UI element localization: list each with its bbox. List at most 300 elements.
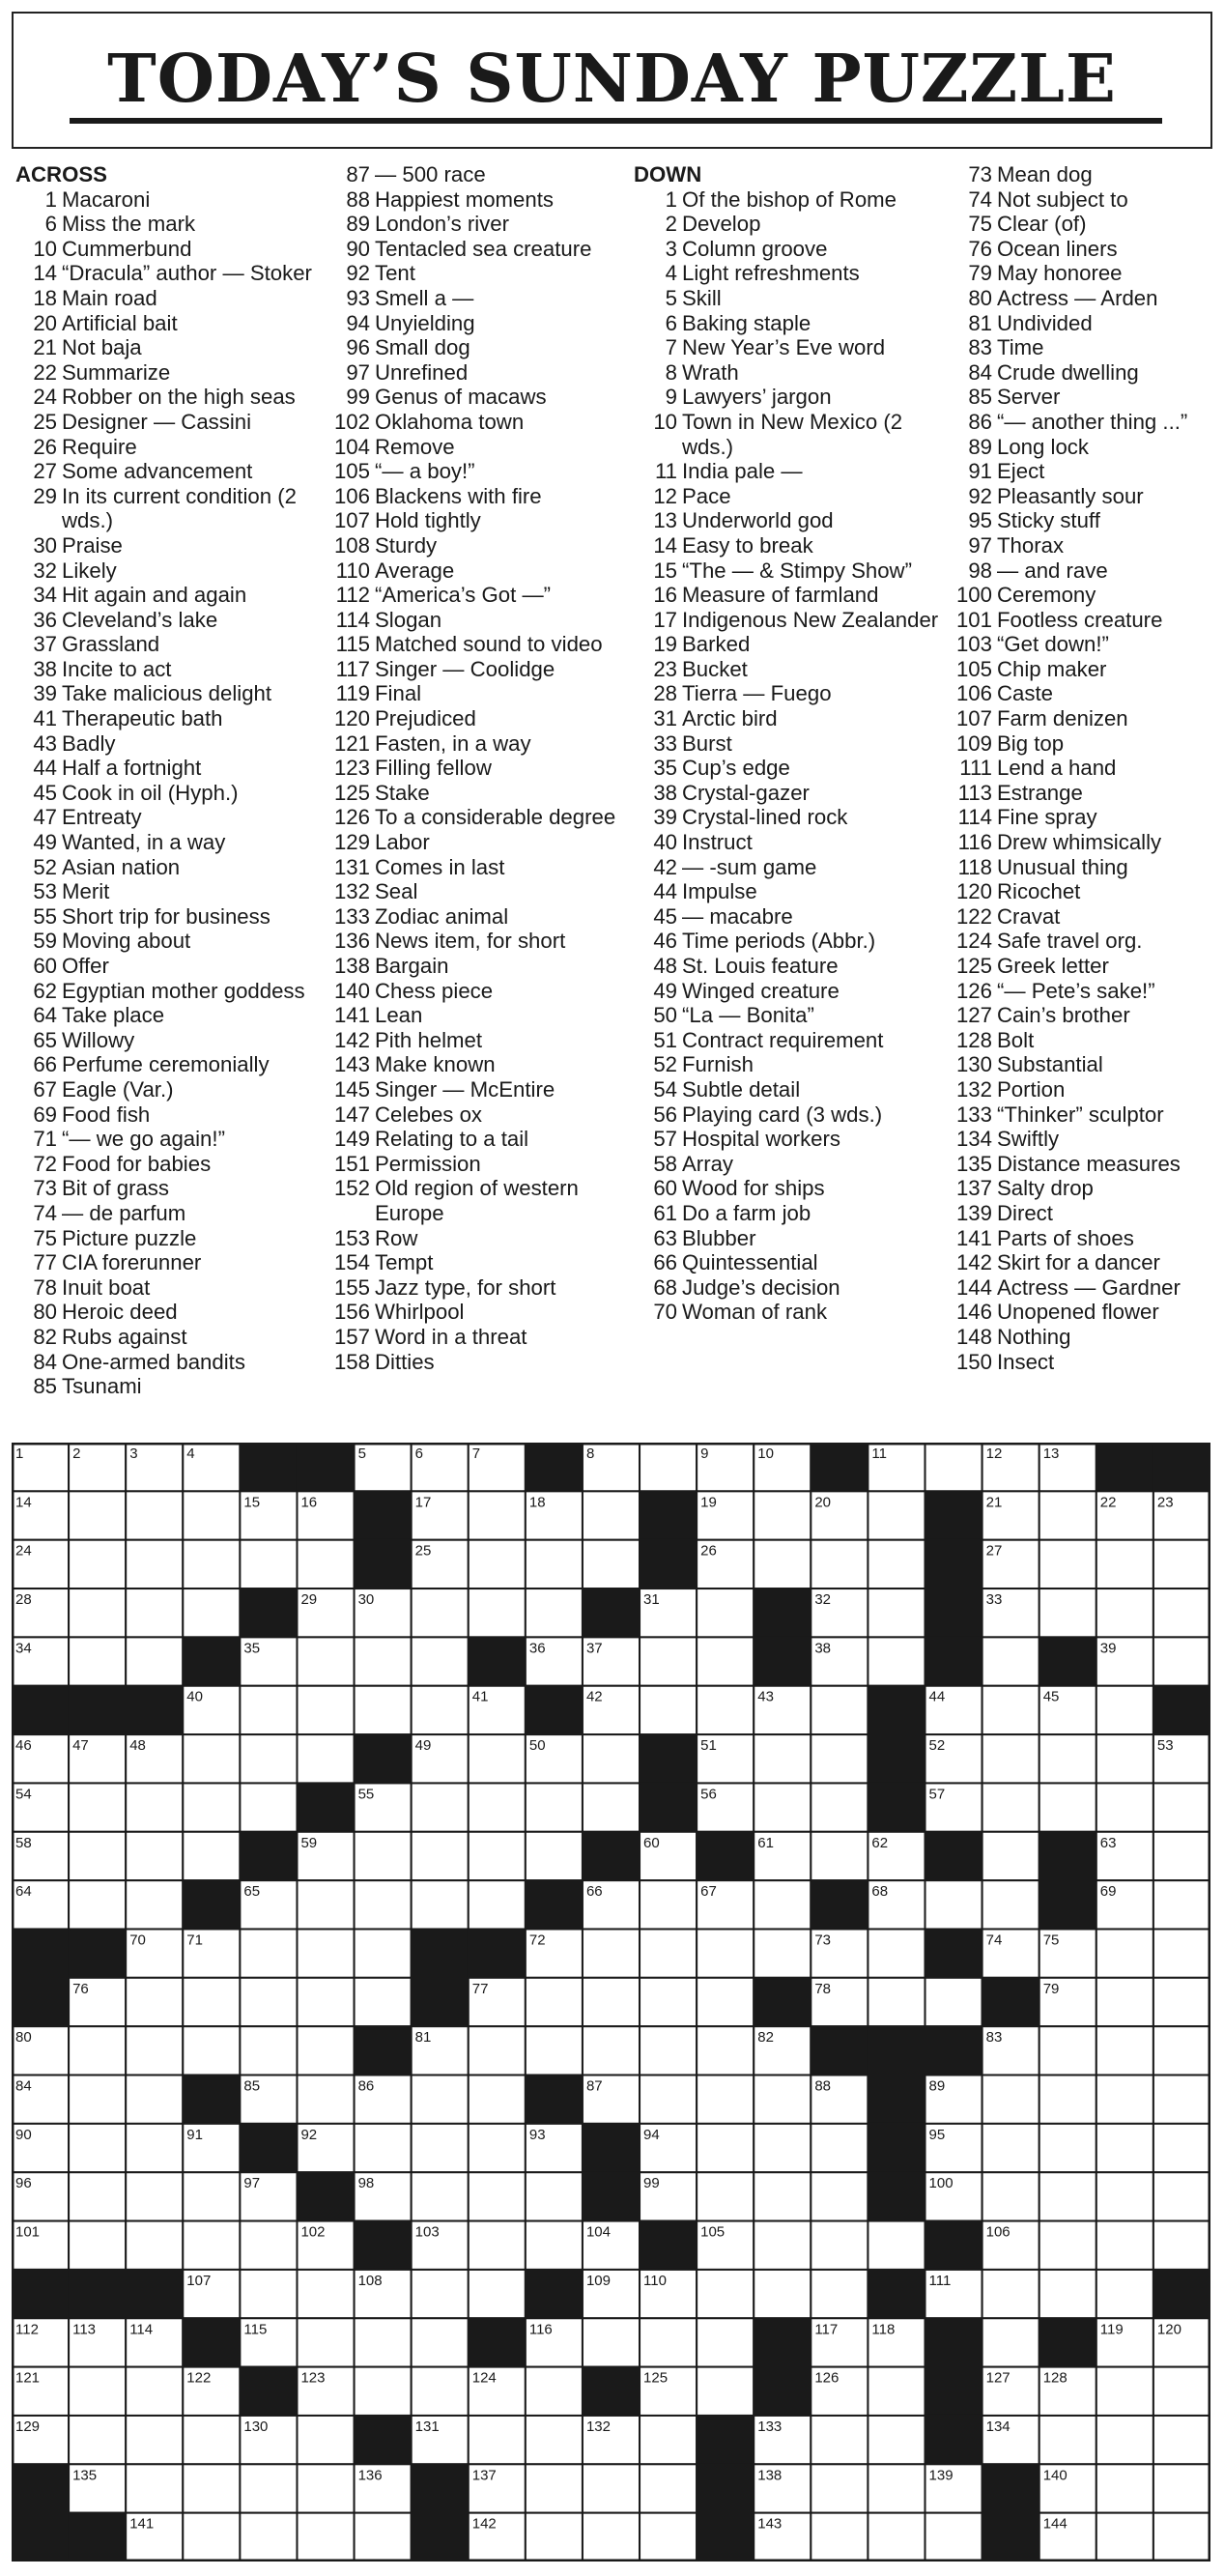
grid-cell[interactable] xyxy=(925,1978,982,2026)
grid-cell[interactable] xyxy=(412,2124,469,2172)
grid-cell[interactable] xyxy=(754,1929,811,1977)
clue-text: “The — & Stimpy Show” xyxy=(682,558,912,583)
clue-item xyxy=(939,657,1221,682)
grid-cell[interactable] xyxy=(640,1443,697,1491)
clue-item xyxy=(939,261,1221,286)
grid-cell[interactable] xyxy=(1039,2416,1096,2464)
grid-cell[interactable] xyxy=(1039,2075,1096,2124)
clue-text: Footless creature xyxy=(997,607,1163,632)
grid-cell[interactable] xyxy=(811,1783,868,1831)
grid-cell[interactable] xyxy=(982,1686,1039,1734)
grid-cell[interactable] xyxy=(412,2270,469,2318)
grid-cell[interactable] xyxy=(469,1589,526,1637)
grid-cell[interactable] xyxy=(526,2221,583,2270)
grid-cell[interactable] xyxy=(640,1880,697,1929)
clue-item xyxy=(325,954,632,979)
grid-cell[interactable] xyxy=(355,1637,412,1685)
grid-cell[interactable] xyxy=(240,2513,297,2562)
cell-number: 92 xyxy=(300,2126,318,2143)
grid-cell[interactable] xyxy=(1096,1734,1153,1783)
grid-cell[interactable] xyxy=(183,2416,240,2464)
grid-cell[interactable] xyxy=(640,1978,697,2026)
grid-cell[interactable] xyxy=(1096,1978,1153,2026)
grid-cell[interactable] xyxy=(412,2367,469,2416)
grid-cell[interactable] xyxy=(412,1686,469,1734)
grid-cell[interactable] xyxy=(982,1637,1039,1685)
grid-cell[interactable] xyxy=(754,1734,811,1783)
cell-number: 49 xyxy=(414,1737,432,1755)
grid-cell[interactable] xyxy=(1153,1783,1210,1831)
grid-cell[interactable] xyxy=(469,2124,526,2172)
grid-cell[interactable] xyxy=(583,1491,640,1539)
grid-cell[interactable] xyxy=(297,1734,354,1783)
grid-cell[interactable] xyxy=(811,1734,868,1783)
grid-cell[interactable] xyxy=(240,1540,297,1589)
grid-cell[interactable] xyxy=(697,1589,754,1637)
grid-cell[interactable] xyxy=(925,1443,982,1491)
grid-cell[interactable] xyxy=(868,1978,925,2026)
grid-cell[interactable] xyxy=(868,2367,925,2416)
grid-cell[interactable] xyxy=(1153,1929,1210,1977)
grid-cell[interactable] xyxy=(754,2124,811,2172)
grid-cell[interactable] xyxy=(697,2026,754,2075)
grid-cell[interactable] xyxy=(126,2221,183,2270)
grid-cell[interactable] xyxy=(868,1491,925,1539)
grid-cell[interactable] xyxy=(1096,2075,1153,2124)
grid-cell[interactable] xyxy=(297,1880,354,1929)
grid-cell[interactable] xyxy=(754,2270,811,2318)
grid-cell[interactable] xyxy=(469,1880,526,1929)
grid-cell[interactable] xyxy=(982,1880,1039,1929)
grid-cell[interactable] xyxy=(1096,1540,1153,1589)
grid-cell[interactable] xyxy=(811,1686,868,1734)
cell-number: 77 xyxy=(471,1980,489,1997)
grid-cell[interactable] xyxy=(126,1832,183,1880)
grid-cell[interactable] xyxy=(69,2416,126,2464)
grid-cell[interactable] xyxy=(1096,1929,1153,1977)
grid-cell[interactable] xyxy=(69,2075,126,2124)
grid-cell[interactable] xyxy=(1096,2367,1153,2416)
black-square xyxy=(925,2416,982,2464)
grid-cell[interactable] xyxy=(811,2513,868,2562)
grid-cell[interactable] xyxy=(69,1491,126,1539)
grid-cell[interactable] xyxy=(526,1540,583,1589)
grid-cell[interactable] xyxy=(297,1978,354,2026)
grid-cell[interactable] xyxy=(69,2026,126,2075)
grid-cell[interactable] xyxy=(754,1540,811,1589)
grid-cell[interactable] xyxy=(1153,2172,1210,2220)
grid-cell[interactable] xyxy=(240,1734,297,1783)
grid-cell[interactable] xyxy=(526,2416,583,2464)
grid-cell[interactable] xyxy=(640,2075,697,2124)
clue-number: 138 xyxy=(333,954,370,978)
grid-cell[interactable] xyxy=(126,2172,183,2220)
clue-text: Make known xyxy=(375,1052,496,1077)
grid-cell[interactable] xyxy=(297,1929,354,1977)
grid-cell[interactable] xyxy=(754,2221,811,2270)
grid-cell[interactable] xyxy=(640,2416,697,2464)
grid-cell[interactable] xyxy=(126,1783,183,1831)
grid-cell[interactable] xyxy=(1153,2124,1210,2172)
grid-cell[interactable] xyxy=(697,2124,754,2172)
grid-cell[interactable] xyxy=(583,2318,640,2366)
clue-number: 153 xyxy=(333,1225,370,1250)
grid-cell[interactable] xyxy=(412,1880,469,1929)
grid-cell[interactable] xyxy=(868,2416,925,2464)
clue-text: Tentacled sea creature xyxy=(375,236,592,261)
grid-cell[interactable] xyxy=(183,2464,240,2512)
grid-cell[interactable] xyxy=(526,2026,583,2075)
clue-item xyxy=(325,904,632,930)
grid-cell[interactable] xyxy=(69,2124,126,2172)
grid-cell[interactable] xyxy=(1096,1783,1153,1831)
grid-cell[interactable] xyxy=(1039,2124,1096,2172)
grid-cell[interactable] xyxy=(868,2464,925,2512)
grid-cell[interactable] xyxy=(1153,2416,1210,2464)
grid-cell[interactable] xyxy=(469,1734,526,1783)
grid-cell[interactable] xyxy=(355,1832,412,1880)
grid-cell[interactable] xyxy=(640,1637,697,1685)
grid-cell[interactable] xyxy=(1096,1686,1153,1734)
grid-cell[interactable] xyxy=(469,2172,526,2220)
grid-cell[interactable] xyxy=(297,2464,354,2512)
grid-cell[interactable] xyxy=(126,1540,183,1589)
clue-item xyxy=(325,385,632,410)
grid-cell[interactable] xyxy=(240,1929,297,1977)
grid-cell[interactable] xyxy=(526,2513,583,2562)
grid-cell[interactable] xyxy=(526,1589,583,1637)
grid-cell[interactable] xyxy=(754,1880,811,1929)
grid-cell[interactable] xyxy=(697,1637,754,1685)
grid-cell[interactable] xyxy=(126,2464,183,2512)
grid-cell[interactable] xyxy=(583,2464,640,2512)
grid-cell[interactable] xyxy=(640,2513,697,2562)
clue-text: Baking staple xyxy=(682,310,811,335)
grid-cell[interactable] xyxy=(640,1929,697,1977)
grid-cell[interactable] xyxy=(240,1978,297,2026)
grid-cell[interactable] xyxy=(526,2367,583,2416)
grid-cell[interactable] xyxy=(640,1686,697,1734)
clue-item xyxy=(634,533,939,558)
grid-cell[interactable] xyxy=(1096,2270,1153,2318)
grid-cell[interactable] xyxy=(811,2270,868,2318)
clue-text: Tempt xyxy=(375,1250,434,1275)
grid-cell[interactable] xyxy=(1096,2124,1153,2172)
grid-cell[interactable] xyxy=(297,2416,354,2464)
grid-cell[interactable] xyxy=(469,2416,526,2464)
grid-cell[interactable] xyxy=(355,1978,412,2026)
grid-cell[interactable] xyxy=(183,2172,240,2220)
grid-cell[interactable] xyxy=(1153,2075,1210,2124)
grid-cell[interactable] xyxy=(240,1686,297,1734)
grid-cell[interactable] xyxy=(355,2367,412,2416)
grid-cell[interactable] xyxy=(240,1783,297,1831)
grid-cell[interactable] xyxy=(583,1734,640,1783)
grid-cell[interactable] xyxy=(982,2075,1039,2124)
grid-cell[interactable] xyxy=(412,1589,469,1637)
grid-cell[interactable] xyxy=(868,1589,925,1637)
black-square xyxy=(982,2464,1039,2512)
grid-cell[interactable] xyxy=(868,2221,925,2270)
grid-cell[interactable] xyxy=(183,2513,240,2562)
clue-item xyxy=(15,360,325,386)
clue-item xyxy=(634,731,939,757)
grid-cell[interactable] xyxy=(1153,2513,1210,2562)
grid-cell[interactable] xyxy=(69,1832,126,1880)
grid-cell[interactable] xyxy=(469,2270,526,2318)
grid-cell[interactable] xyxy=(754,1491,811,1539)
grid-cell[interactable] xyxy=(183,1832,240,1880)
grid-cell[interactable] xyxy=(811,1540,868,1589)
grid-cell[interactable] xyxy=(412,2172,469,2220)
grid-cell[interactable] xyxy=(355,2318,412,2366)
grid-cell[interactable] xyxy=(811,1832,868,1880)
clue-text: Sticky stuff xyxy=(997,508,1100,533)
grid-cell[interactable] xyxy=(868,1637,925,1685)
cell-number: 41 xyxy=(471,1688,489,1705)
clue-number: 148 xyxy=(955,1324,992,1349)
grid-cell[interactable] xyxy=(526,1978,583,2026)
grid-cell[interactable] xyxy=(1096,2026,1153,2075)
clue-number: 63 xyxy=(653,1225,677,1250)
grid-cell[interactable] xyxy=(469,2075,526,2124)
grid-cell[interactable] xyxy=(982,2270,1039,2318)
grid-cell[interactable] xyxy=(126,2367,183,2416)
grid-cell[interactable] xyxy=(355,2513,412,2562)
grid-cell[interactable] xyxy=(1039,2221,1096,2270)
grid-cell[interactable] xyxy=(240,2221,297,2270)
grid-cell[interactable] xyxy=(1096,2416,1153,2464)
grid-cell[interactable] xyxy=(640,2318,697,2366)
grid-cell[interactable] xyxy=(982,2318,1039,2366)
grid-cell[interactable] xyxy=(297,2318,354,2366)
grid-cell[interactable] xyxy=(754,2172,811,2220)
grid-cell[interactable] xyxy=(697,1978,754,2026)
grid-cell[interactable] xyxy=(183,1783,240,1831)
grid-cell[interactable] xyxy=(297,2026,354,2075)
grid-cell[interactable] xyxy=(1096,1589,1153,1637)
grid-cell[interactable] xyxy=(126,2124,183,2172)
grid-cell[interactable] xyxy=(126,2075,183,2124)
grid-cell[interactable] xyxy=(1153,1978,1210,2026)
clue-number: 126 xyxy=(333,805,370,830)
grid-cell[interactable] xyxy=(297,2075,354,2124)
grid-cell[interactable] xyxy=(126,2026,183,2075)
clue-text: Relating to a tail xyxy=(375,1127,529,1152)
grid-cell[interactable] xyxy=(69,1540,126,1589)
grid-cell[interactable] xyxy=(412,2075,469,2124)
grid-cell[interactable] xyxy=(1153,1637,1210,1685)
grid-cell[interactable] xyxy=(982,2172,1039,2220)
grid-cell[interactable] xyxy=(697,1929,754,1977)
black-square xyxy=(240,2367,297,2416)
grid-cell[interactable] xyxy=(69,1637,126,1685)
grid-cell[interactable] xyxy=(1153,1832,1210,1880)
grid-cell[interactable] xyxy=(1153,1540,1210,1589)
grid-cell[interactable] xyxy=(297,2513,354,2562)
grid-cell[interactable] xyxy=(183,1734,240,1783)
clue-text: Server xyxy=(997,385,1061,410)
grid-cell[interactable] xyxy=(1039,1783,1096,1831)
clue-number: 156 xyxy=(333,1300,370,1325)
clue-item xyxy=(634,632,939,657)
grid-cell[interactable] xyxy=(469,1491,526,1539)
grid-cell[interactable] xyxy=(297,1686,354,1734)
clue-text: London’s river xyxy=(375,212,509,237)
grid-cell[interactable] xyxy=(754,1783,811,1831)
grid-cell[interactable] xyxy=(1153,1589,1210,1637)
grid-cell[interactable] xyxy=(925,1880,982,1929)
grid-cell[interactable] xyxy=(754,2075,811,2124)
grid-cell[interactable] xyxy=(982,2124,1039,2172)
grid-cell[interactable] xyxy=(355,1880,412,1929)
grid-cell[interactable] xyxy=(412,2318,469,2366)
grid-cell[interactable] xyxy=(1096,2172,1153,2220)
grid-cell[interactable] xyxy=(1039,2172,1096,2220)
clue-number: 120 xyxy=(333,706,370,731)
clue-number: 97 xyxy=(346,359,370,385)
grid-cell[interactable] xyxy=(69,1783,126,1831)
cell-number: 43 xyxy=(757,1688,774,1705)
grid-cell[interactable] xyxy=(183,1978,240,2026)
grid-cell[interactable] xyxy=(69,2367,126,2416)
grid-cell[interactable] xyxy=(697,2270,754,2318)
clue-number: 106 xyxy=(333,483,370,508)
grid-cell[interactable] xyxy=(1096,2221,1153,2270)
grid-cell[interactable] xyxy=(69,1880,126,1929)
grid-cell[interactable] xyxy=(697,2172,754,2220)
grid-cell[interactable] xyxy=(583,1540,640,1589)
clue-text: Safe travel org. xyxy=(997,929,1143,954)
grid-cell[interactable] xyxy=(183,2026,240,2075)
grid-cell[interactable] xyxy=(240,2270,297,2318)
clue-text: Lawyers’ jargon xyxy=(682,385,832,410)
grid-cell[interactable] xyxy=(1096,2513,1153,2562)
grid-cell[interactable] xyxy=(297,2270,354,2318)
grid-cell[interactable] xyxy=(297,1637,354,1685)
grid-cell[interactable] xyxy=(469,1540,526,1589)
grid-cell[interactable] xyxy=(126,1637,183,1685)
clue-number: 85 xyxy=(968,385,992,410)
grid-cell[interactable] xyxy=(1039,1491,1096,1539)
grid-cell[interactable] xyxy=(126,1491,183,1539)
grid-cell[interactable] xyxy=(868,2513,925,2562)
clue-item xyxy=(939,1250,1221,1275)
grid-cell[interactable] xyxy=(469,1832,526,1880)
grid-cell[interactable] xyxy=(1039,1540,1096,1589)
grid-cell[interactable] xyxy=(583,1978,640,2026)
grid-cell[interactable] xyxy=(240,2464,297,2512)
grid-cell[interactable] xyxy=(412,1783,469,1831)
grid-cell[interactable] xyxy=(583,2513,640,2562)
clue-item xyxy=(325,1300,632,1325)
clue-item xyxy=(15,311,325,336)
grid-cell[interactable] xyxy=(697,2075,754,2124)
grid-cell[interactable] xyxy=(1096,2464,1153,2512)
grid-cell[interactable] xyxy=(1039,1734,1096,1783)
grid-cell[interactable] xyxy=(526,2464,583,2512)
clue-number: 75 xyxy=(33,1225,57,1250)
clue-text: Thorax xyxy=(997,532,1065,558)
grid-cell[interactable] xyxy=(1153,1880,1210,1929)
grid-cell[interactable] xyxy=(583,1783,640,1831)
grid-cell[interactable] xyxy=(526,1783,583,1831)
grid-cell[interactable] xyxy=(1039,2270,1096,2318)
grid-cell[interactable] xyxy=(69,2172,126,2220)
grid-cell[interactable] xyxy=(697,2318,754,2366)
grid-cell[interactable] xyxy=(469,1783,526,1831)
clue-item xyxy=(325,311,632,336)
grid-cell[interactable] xyxy=(811,2124,868,2172)
grid-cell[interactable] xyxy=(183,1491,240,1539)
grid-cell[interactable] xyxy=(982,1832,1039,1880)
clue-item xyxy=(939,929,1221,954)
grid-cell[interactable] xyxy=(412,1832,469,1880)
grid-cell[interactable] xyxy=(640,2464,697,2512)
grid-cell[interactable] xyxy=(412,1637,469,1685)
grid-cell[interactable] xyxy=(1153,2464,1210,2512)
grid-cell[interactable] xyxy=(126,1880,183,1929)
clue-item xyxy=(15,261,325,286)
grid-cell[interactable] xyxy=(126,2416,183,2464)
grid-cell[interactable] xyxy=(868,1929,925,1977)
grid-cell[interactable] xyxy=(183,2221,240,2270)
grid-cell[interactable] xyxy=(697,2367,754,2416)
clue-text: Drew whimsically xyxy=(997,830,1162,855)
grid-cell[interactable] xyxy=(982,1783,1039,1831)
grid-cell[interactable] xyxy=(126,1589,183,1637)
grid-cell[interactable] xyxy=(925,2513,982,2562)
grid-cell[interactable] xyxy=(1153,2221,1210,2270)
clue-number: 136 xyxy=(333,929,370,954)
grid-cell[interactable] xyxy=(355,2124,412,2172)
grid-cell[interactable] xyxy=(69,1589,126,1637)
grid-cell[interactable] xyxy=(1153,2026,1210,2075)
grid-cell[interactable] xyxy=(469,2221,526,2270)
clue-number: 97 xyxy=(968,532,992,558)
grid-cell[interactable] xyxy=(355,1929,412,1977)
crossword-grid xyxy=(12,1443,1210,2562)
grid-cell[interactable] xyxy=(811,2221,868,2270)
grid-cell[interactable] xyxy=(811,2172,868,2220)
grid-cell[interactable] xyxy=(1039,1589,1096,1637)
grid-cell[interactable] xyxy=(240,2026,297,2075)
grid-cell[interactable] xyxy=(183,1589,240,1637)
grid-cell[interactable] xyxy=(811,2464,868,2512)
clue-text: Pace xyxy=(682,483,731,508)
grid-cell[interactable] xyxy=(811,2416,868,2464)
grid-cell[interactable] xyxy=(982,1734,1039,1783)
clue-item xyxy=(15,1300,325,1325)
grid-cell[interactable] xyxy=(868,1540,925,1589)
grid-cell[interactable] xyxy=(469,2026,526,2075)
grid-cell[interactable] xyxy=(526,2172,583,2220)
grid-cell[interactable] xyxy=(1153,2367,1210,2416)
grid-cell[interactable] xyxy=(640,2026,697,2075)
grid-cell[interactable] xyxy=(297,1540,354,1589)
grid-cell[interactable] xyxy=(69,2221,126,2270)
grid-cell[interactable] xyxy=(526,1832,583,1880)
grid-cell[interactable] xyxy=(697,1686,754,1734)
grid-cell[interactable] xyxy=(583,1929,640,1977)
clue-number: 1 xyxy=(44,186,57,212)
clue-number: 58 xyxy=(653,1151,677,1176)
grid-cell[interactable] xyxy=(583,2026,640,2075)
grid-cell[interactable] xyxy=(1039,2026,1096,2075)
grid-cell[interactable] xyxy=(183,1540,240,1589)
grid-cell[interactable] xyxy=(126,1978,183,2026)
grid-cell[interactable] xyxy=(355,1686,412,1734)
